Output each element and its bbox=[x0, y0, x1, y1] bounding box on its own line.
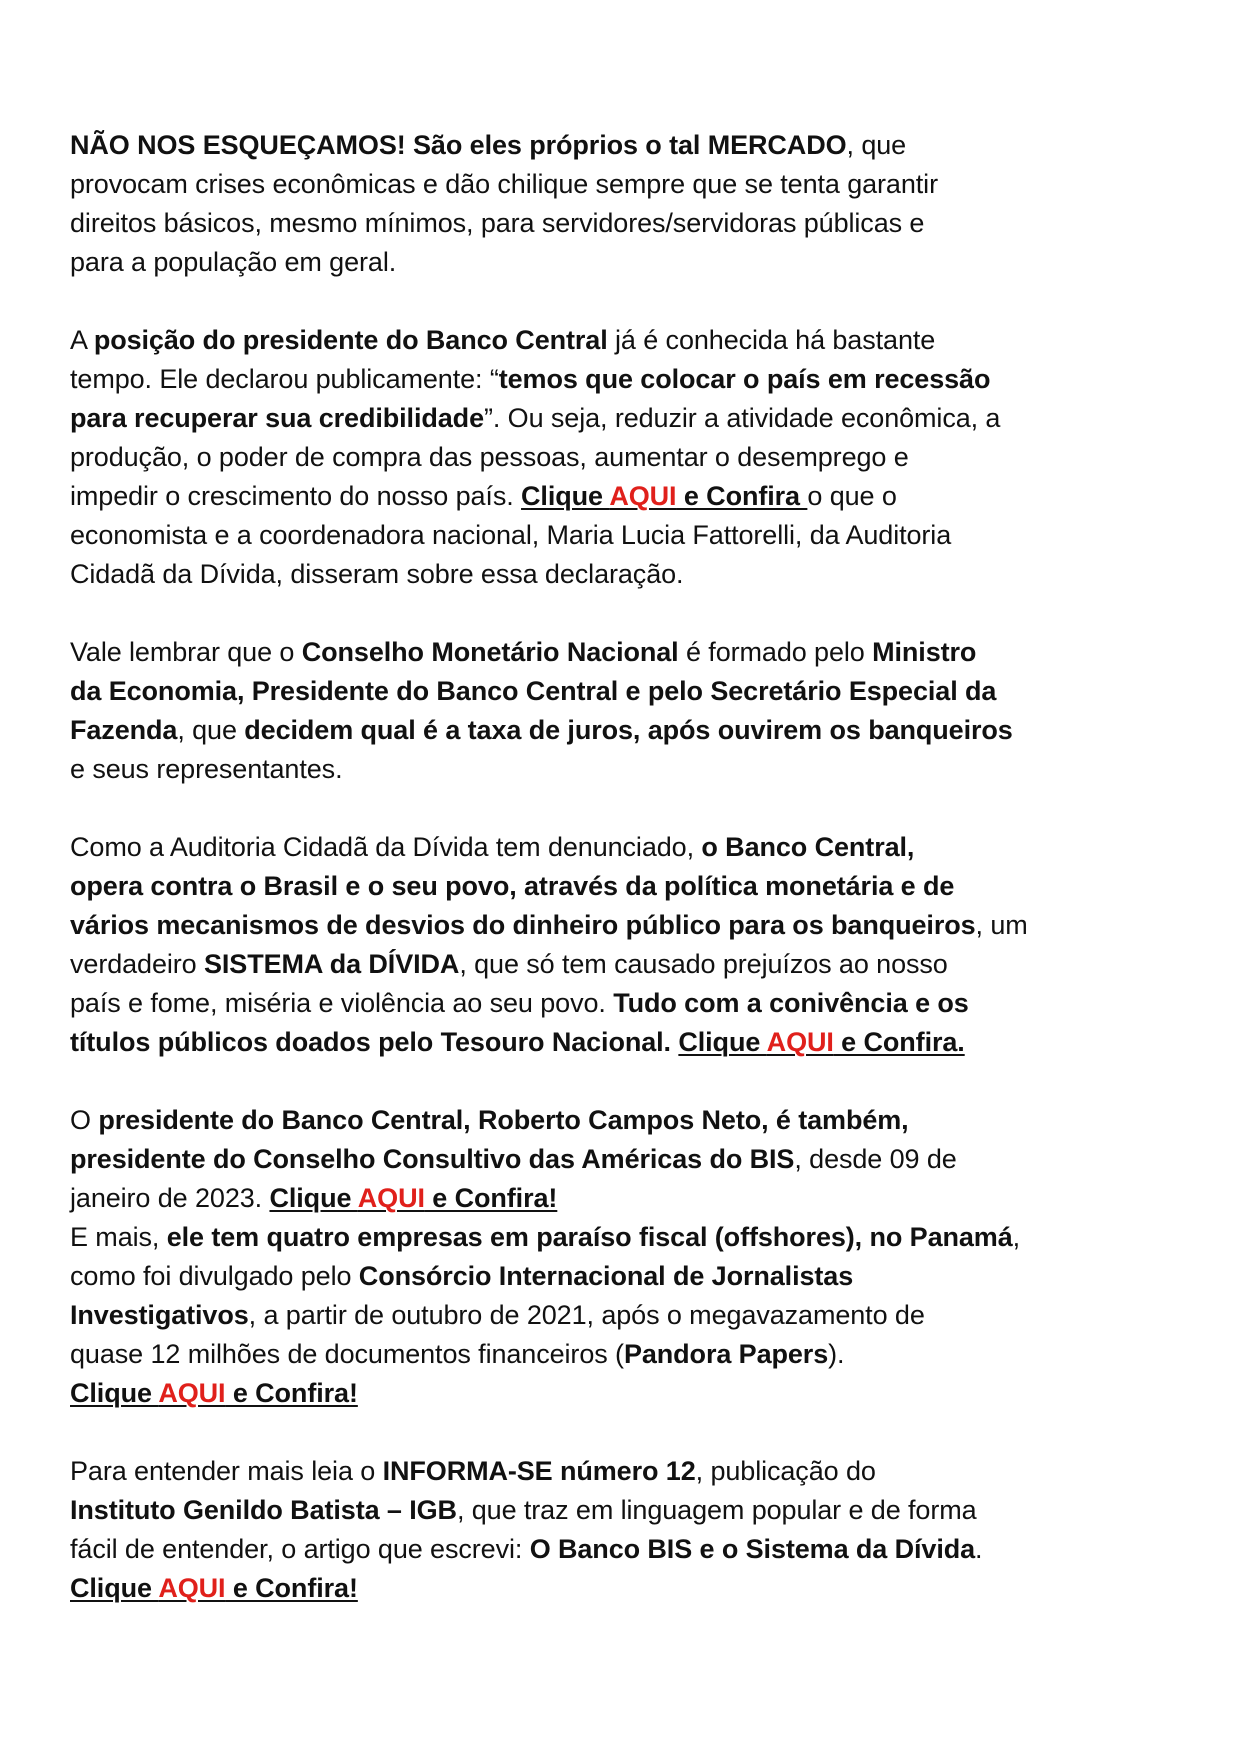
paragraph-conselho-monetario: Vale lembrar que o Conselho Monetário Nacional é formado pelo Ministro da Economia, Presidente do Banco Central e pelo Secretário Especial da Fazenda, que decidem qual é a taxa de juros, após ouvirem os banqueiros e seus representantes. bbox=[70, 637, 1013, 784]
paragraph-campos-neto: O presidente do Banco Central, Roberto Campos Neto, é também, presidente do Conselho Consultivo das Américas do BIS, desde 09 de janeiro de 2023. Clique AQUI e Confira! E mais, ele tem quatro empresas em paraíso fiscal (offshores), no Panamá, como foi divulgado pelo Consórcio Internacional de Jornalistas Investigativos, a partir de outubro de 2021, após o megavazamento de quase 12 milhões de documentos financeiros (Pandora Papers). Clique AQUI e Confira! bbox=[70, 1105, 1021, 1408]
clique-aqui-link-2[interactable]: Clique AQUI e Confira. bbox=[678, 1027, 965, 1057]
clique-aqui-link-5[interactable]: Clique AQUI e Confira! bbox=[70, 1573, 358, 1603]
clique-aqui-link-4[interactable]: Clique AQUI e Confira! bbox=[70, 1378, 358, 1408]
document-page bbox=[70, 126, 1180, 1647]
paragraph-banco-central-position: A posição do presidente do Banco Central já é conhecida há bastante tempo. Ele declarou publicamente: “temos que colocar o país em recessão para recuperar sua credibilidade”. Ou seja, reduzir a atividade econômica, a produção, o poder de compra das pessoas, aumentar o desemprego e impedir o crescimento do nosso país. Clique AQUI e Confira o que o economista e a coordenadora nacional, Maria Lucia Fattorelli, da Auditoria Cidadã da Dívida, disseram sobre essa declaração. bbox=[70, 325, 1001, 589]
clique-aqui-link-3[interactable]: Clique AQUI e Confira! bbox=[269, 1183, 558, 1213]
paragraph-auditoria-cidada: Como a Auditoria Cidadã da Dívida tem denunciado, o Banco Central, opera contra o Brasil e o seu povo, através da política monetária e de vários mecanismos de desvios do dinheiro público para os banqueiros, um verdadeiro SISTEMA da DÍVIDA, que só tem causado prejuízos ao nosso país e fome, miséria e violência ao seu povo. Tudo com a conivência e os títulos públicos doados pelo Tesouro Nacional. Clique AQUI e Confira. bbox=[70, 832, 1028, 1057]
paragraph-informa-se: Para entender mais leia o INFORMA-SE número 12, publicação do Instituto Genildo Batista – IGB, que traz em linguagem popular e de forma fácil de entender, o artigo que escrevi: O Banco BIS e o Sistema da Dívida. Clique AQUI e Confira! bbox=[70, 1456, 983, 1603]
clique-aqui-link-1[interactable]: Clique AQUI e Confira bbox=[521, 481, 808, 511]
paragraph-mercado: NÃO NOS ESQUEÇAMOS! São eles próprios o tal MERCADO, que provocam crises econômicas e dão chilique sempre que se tenta garantir direitos básicos, mesmo mínimos, para servidores/servidoras públicas e para a população em geral. bbox=[70, 130, 938, 277]
